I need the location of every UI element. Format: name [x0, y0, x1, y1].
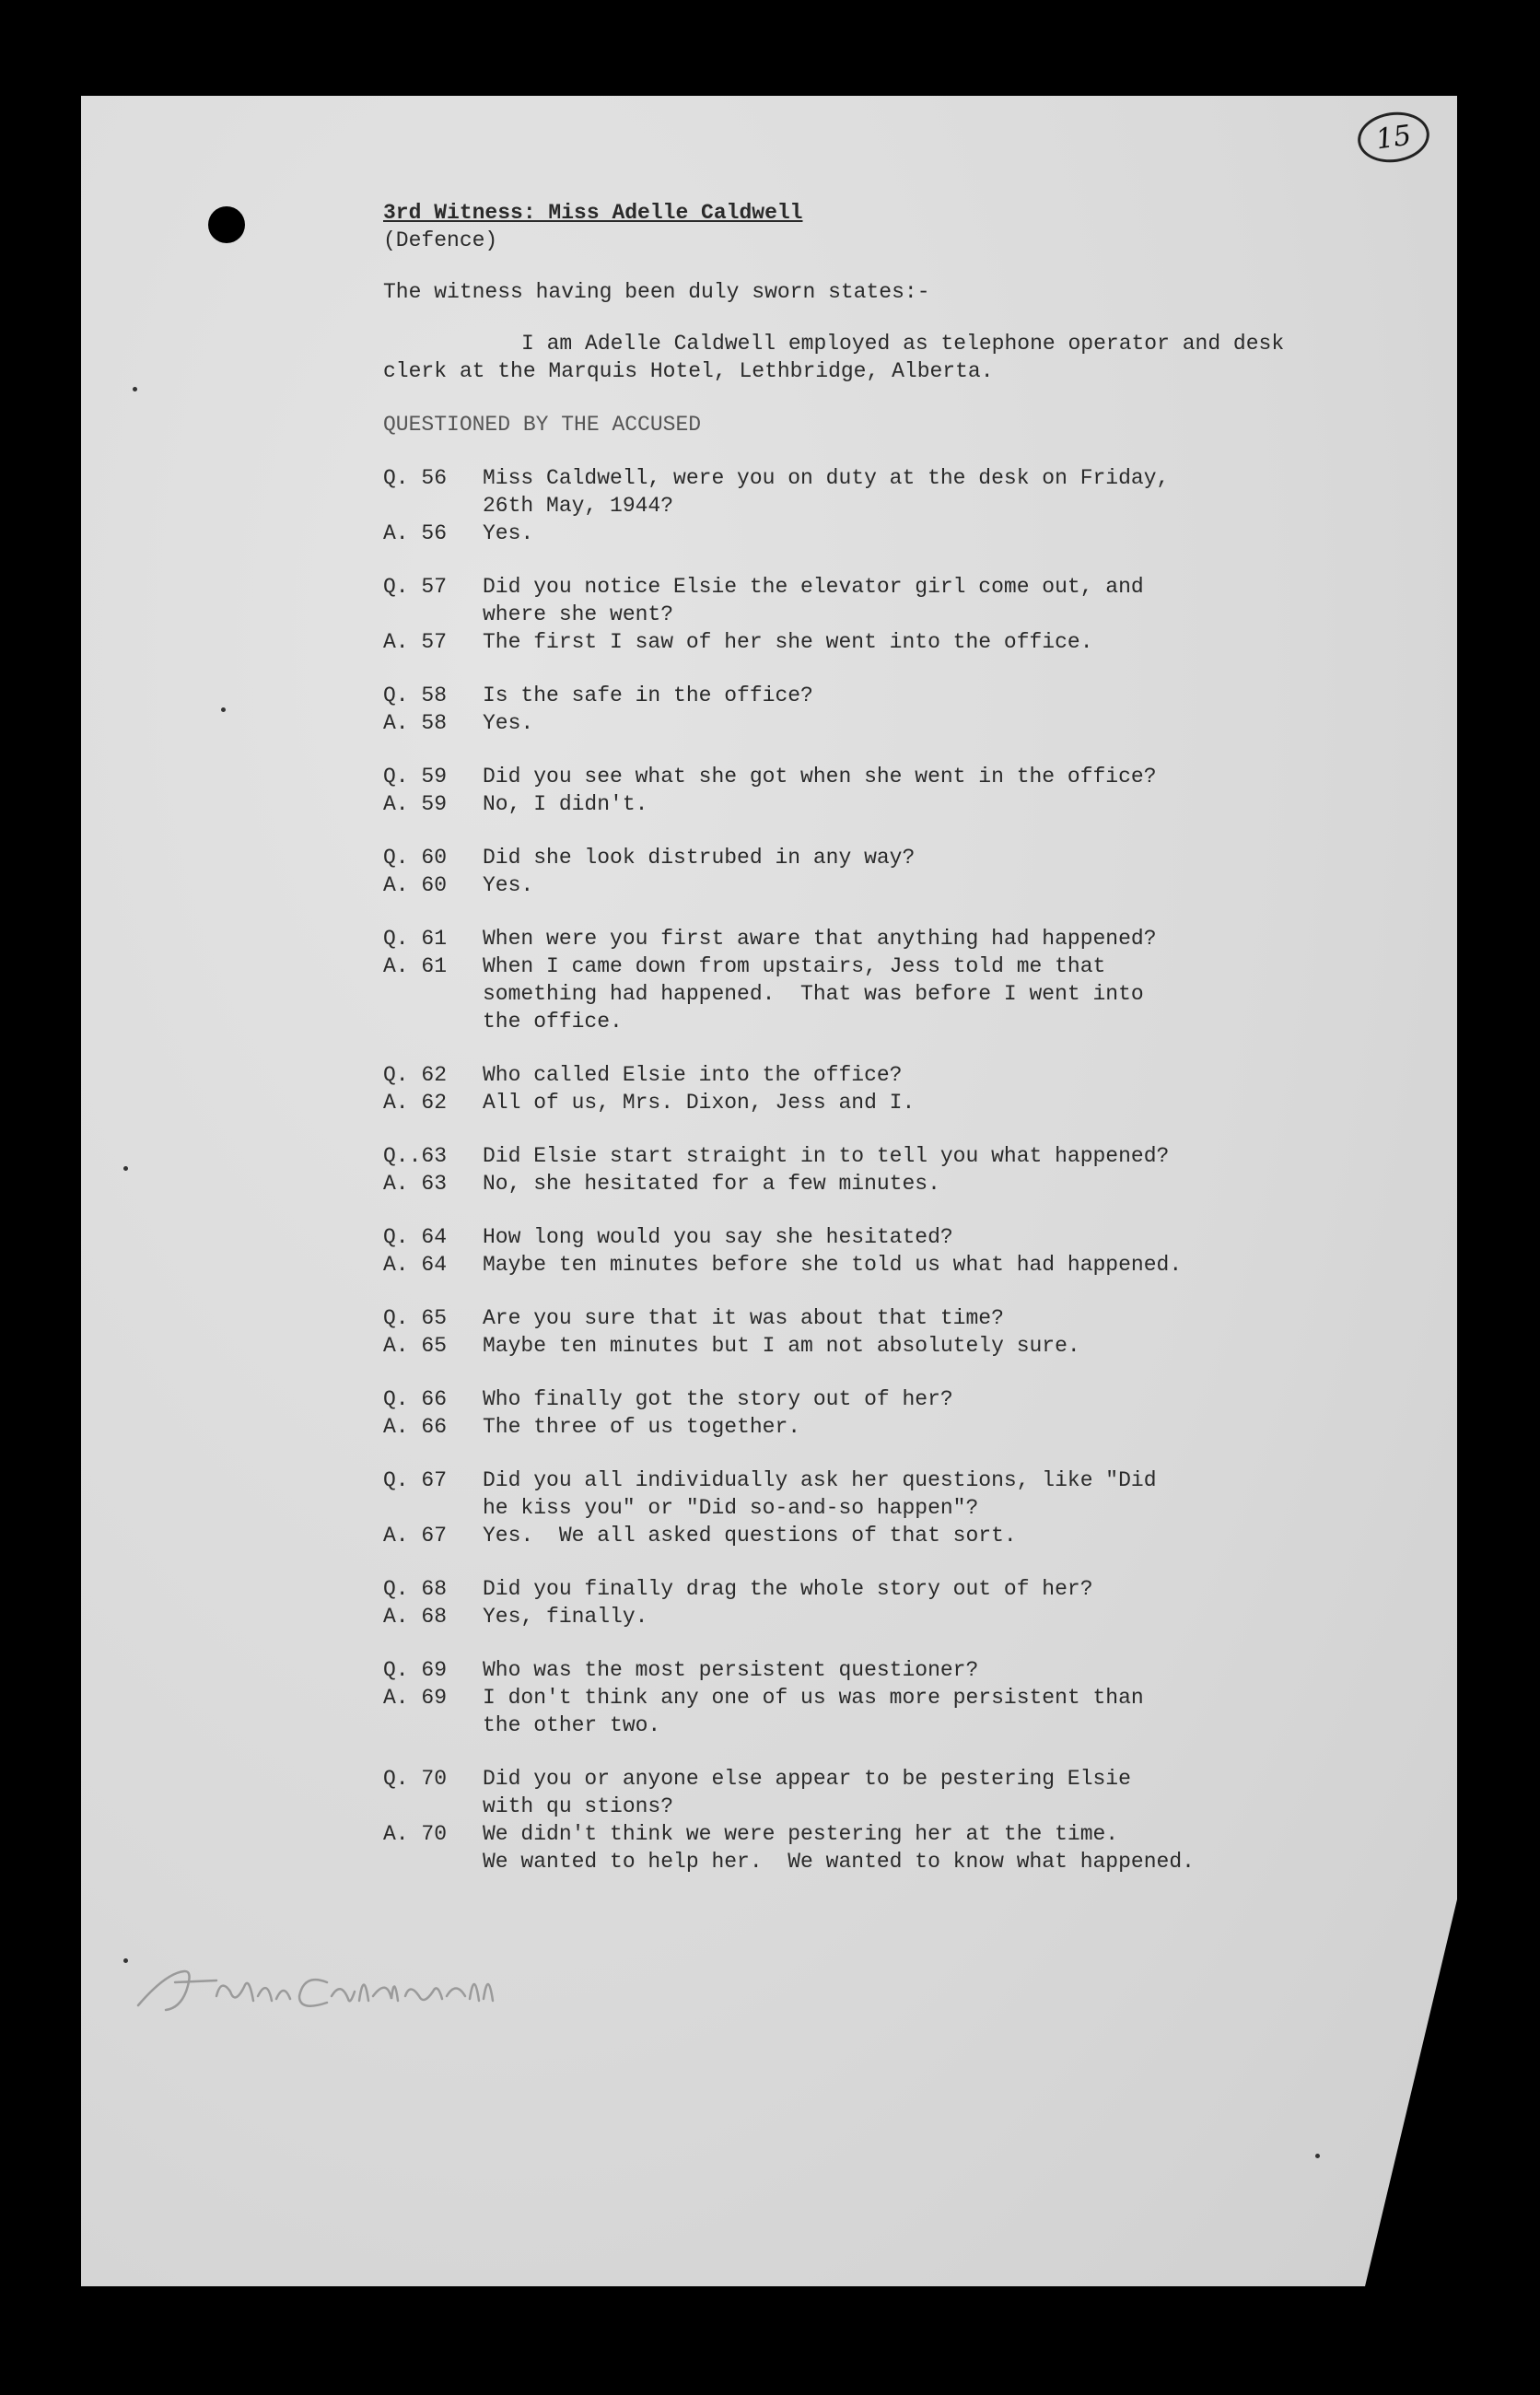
witness-statement: I am Adelle Caldwell employed as telephone operator and desk clerk at the Marquis Hotel, Lethbridge, Alberta. [383, 332, 1285, 383]
question-text: Did you notice Elsie the elevator girl come out, and where she went? [483, 575, 1144, 626]
question-line [383, 1765, 1341, 1820]
answer-text: Yes. [483, 711, 534, 735]
answer-text: The first I saw of her she went into the office. [483, 630, 1093, 654]
answer-text: Yes. [483, 521, 534, 545]
question-line [383, 763, 1341, 790]
question-label: Q. 56 [383, 466, 448, 490]
speck [123, 1166, 128, 1171]
answer-line [383, 1251, 1341, 1279]
answer-label: A. 60 [383, 873, 448, 897]
answer-text: The three of us together. [483, 1415, 801, 1439]
question-label: Q. 58 [383, 683, 448, 707]
question-label: Q. 64 [383, 1225, 448, 1249]
question-line [383, 1223, 1341, 1251]
answer-line [383, 871, 1341, 899]
folded-corner [1365, 1899, 1457, 2286]
punch-hole [208, 206, 245, 243]
question-text: Is the safe in the office? [483, 683, 813, 707]
qa-list [383, 464, 1341, 1875]
witness-heading: 3rd Witness: Miss Adelle Caldwell [383, 201, 803, 225]
question-text: Are you sure that it was about that time? [483, 1306, 1004, 1330]
qa-pair [383, 573, 1341, 656]
question-text: Did you all individually ask her questions, like "Did he kiss you" or "Did so-and-so happen"? [483, 1468, 1157, 1520]
answer-label: A. 63 [383, 1172, 448, 1196]
speck [133, 387, 137, 391]
question-line [383, 1061, 1341, 1089]
question-text: Did you finally drag the whole story out of her? [483, 1577, 1093, 1601]
question-line [383, 1466, 1341, 1522]
qa-pair [383, 763, 1341, 818]
question-text: How long would you say she hesitated? [483, 1225, 953, 1249]
answer-label: A. 62 [383, 1091, 448, 1115]
sworn-intro: The witness having been duly sworn states:- [383, 280, 930, 304]
question-label: Q. 69 [383, 1658, 448, 1682]
qa-pair [383, 844, 1341, 899]
question-text: Who called Elsie into the office? [483, 1063, 903, 1087]
qa-pair [383, 1142, 1341, 1198]
question-line [383, 573, 1341, 628]
answer-line [383, 1170, 1341, 1198]
answer-line [383, 709, 1341, 737]
question-label: Q. 62 [383, 1063, 448, 1087]
answer-label: A. 70 [383, 1822, 448, 1846]
signature [129, 1955, 608, 2019]
question-line [383, 682, 1341, 709]
answer-text: We didn't think we were pestering her at the time. We wanted to help her. We wanted to know what happened. [483, 1822, 1195, 1874]
qa-pair [383, 1304, 1341, 1360]
question-line [383, 925, 1341, 952]
qa-pair [383, 925, 1341, 1035]
qa-pair [383, 1061, 1341, 1116]
answer-line [383, 520, 1341, 547]
answer-label: A. 68 [383, 1605, 448, 1629]
question-label: Q. 68 [383, 1577, 448, 1601]
answer-line [383, 1820, 1341, 1875]
question-line [383, 1304, 1341, 1332]
answer-line [383, 1089, 1341, 1116]
answer-line [383, 952, 1341, 1035]
speck [123, 1958, 128, 1963]
qa-pair [383, 1466, 1341, 1549]
answer-line [383, 1603, 1341, 1630]
answer-line [383, 628, 1341, 656]
question-label: Q. 60 [383, 846, 448, 870]
answer-label: A. 59 [383, 792, 448, 816]
question-text: Did she look distrubed in any way? [483, 846, 916, 870]
question-text: Did Elsie start straight in to tell you what happened? [483, 1144, 1170, 1168]
answer-label: A. 56 [383, 521, 448, 545]
answer-label: A. 57 [383, 630, 448, 654]
qa-pair [383, 1385, 1341, 1441]
answer-text: I don't think any one of us was more persistent than the other two. [483, 1686, 1144, 1737]
answer-text: Yes. We all asked questions of that sort. [483, 1524, 1017, 1548]
answer-text: All of us, Mrs. Dixon, Jess and I. [483, 1091, 916, 1115]
answer-line [383, 1332, 1341, 1360]
qa-pair [383, 1656, 1341, 1739]
question-text: Miss Caldwell, were you on duty at the desk on Friday, 26th May, 1944? [483, 466, 1170, 518]
answer-label: A. 61 [383, 954, 448, 978]
answer-text: Yes. [483, 873, 534, 897]
question-line [383, 1575, 1341, 1603]
question-text: Who finally got the story out of her? [483, 1387, 953, 1411]
question-label: Q. 65 [383, 1306, 448, 1330]
answer-label: A. 66 [383, 1415, 448, 1439]
question-label: Q. 67 [383, 1468, 448, 1492]
signature-image [129, 1955, 608, 2019]
question-label: Q. 59 [383, 765, 448, 789]
answer-label: A. 67 [383, 1524, 448, 1548]
answer-label: A. 64 [383, 1253, 448, 1277]
witness-side: (Defence) [383, 228, 498, 252]
qa-pair [383, 1223, 1341, 1279]
speck [1315, 2154, 1320, 2158]
answer-text: Maybe ten minutes before she told us what had happened. [483, 1253, 1183, 1277]
answer-label: A. 69 [383, 1686, 448, 1710]
answer-label: A. 58 [383, 711, 448, 735]
page-number: 15 [1355, 108, 1433, 167]
question-line [383, 844, 1341, 871]
question-line [383, 1142, 1341, 1170]
question-line [383, 464, 1341, 520]
answer-label: A. 65 [383, 1334, 448, 1358]
answer-text: When I came down from upstairs, Jess told me that something had happened. That was before I went into the office. [483, 954, 1144, 1034]
question-line [383, 1656, 1341, 1684]
question-text: When were you first aware that anything had happened? [483, 927, 1157, 951]
question-text: Did you see what she got when she went in the office? [483, 765, 1157, 789]
qa-pair [383, 1765, 1341, 1875]
answer-text: Maybe ten minutes but I am not absolutely sure. [483, 1334, 1080, 1358]
question-line [383, 1385, 1341, 1413]
qa-pair [383, 464, 1341, 547]
answer-line [383, 1522, 1341, 1549]
answer-line [383, 790, 1341, 818]
answer-text: No, she hesitated for a few minutes. [483, 1172, 940, 1196]
question-text: Who was the most persistent questioner? [483, 1658, 979, 1682]
answer-line [383, 1413, 1341, 1441]
answer-line [383, 1684, 1341, 1739]
question-label: Q. 66 [383, 1387, 448, 1411]
answer-text: No, I didn't. [483, 792, 648, 816]
qa-pair [383, 682, 1341, 737]
question-text: Did you or anyone else appear to be pestering Elsie with qu stions? [483, 1767, 1131, 1818]
question-label: Q..63 [383, 1144, 448, 1168]
question-label: Q. 57 [383, 575, 448, 599]
transcript-body [383, 199, 1341, 1875]
question-label: Q. 61 [383, 927, 448, 951]
speck [221, 707, 226, 712]
question-label: Q. 70 [383, 1767, 448, 1791]
answer-text: Yes, finally. [483, 1605, 648, 1629]
qa-pair [383, 1575, 1341, 1630]
questioned-by-heading: QUESTIONED BY THE ACCUSED [383, 413, 702, 437]
